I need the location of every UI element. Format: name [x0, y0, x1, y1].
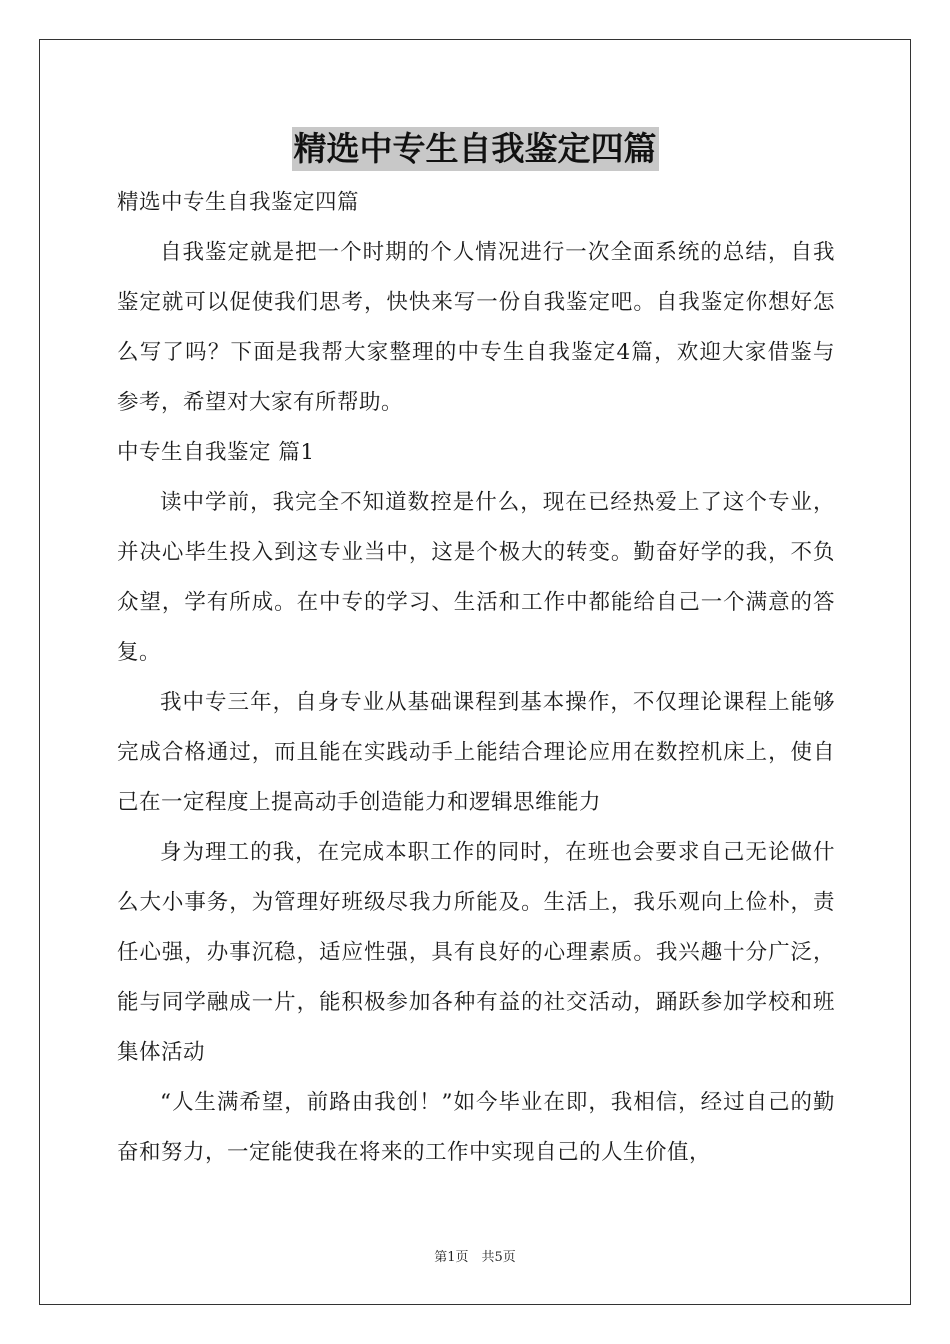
body-paragraph-2: 我中专三年，自身专业从基础课程到基本操作，不仅理论课程上能够完成合格通过，而且能在实践动手上能结合理论应用在数控机床上，使自己在一定程度上提高动手创造能力和逻辑思维能力 [117, 690, 835, 815]
page-footer: 第1页 共5页 [434, 1250, 516, 1265]
document-subtitle: 精选中专生自我鉴定四篇 [117, 190, 360, 215]
intro-paragraph: 自我鉴定就是把一个时期的个人情况进行一次全面系统的总结，自我鉴定就可以促使我们思考，快快来写一份自我鉴定吧。自我鉴定你想好怎么写了吗？下面是我帮大家整理的中专生自我鉴定4篇，欢迎大家借鉴与参考，希望对大家有所帮助。 [117, 240, 835, 415]
title-container [0, 127, 950, 171]
section-heading: 中专生自我鉴定 篇1 [117, 440, 315, 465]
body-paragraph-4: “人生满希望，前路由我创！”如今毕业在即，我相信，经过自己的勤奋和努力，一定能使我在将来的工作中实现自己的人生价值， [117, 1090, 835, 1165]
document-body [117, 178, 835, 1178]
document-title: 精选中专生自我鉴定四篇 [292, 127, 659, 171]
body-paragraph-1: 读中学前，我完全不知道数控是什么，现在已经热爱上了这个专业，并决心毕生投入到这专业当中，这是个极大的转变。勤奋好学的我，不负众望，学有所成。在中专的学习、生活和工作中都能给自己一个满意的答复。 [117, 490, 835, 665]
body-paragraph-3: 身为理工的我，在完成本职工作的同时，在班也会要求自己无论做什么大小事务，为管理好班级尽我力所能及。生活上，我乐观向上俭朴，责任心强，办事沉稳，适应性强，具有良好的心理素质。我兴趣十分广泛，能与同学融成一片，能积极参加各种有益的社交活动，踊跃参加学校和班集体活动 [117, 840, 835, 1065]
